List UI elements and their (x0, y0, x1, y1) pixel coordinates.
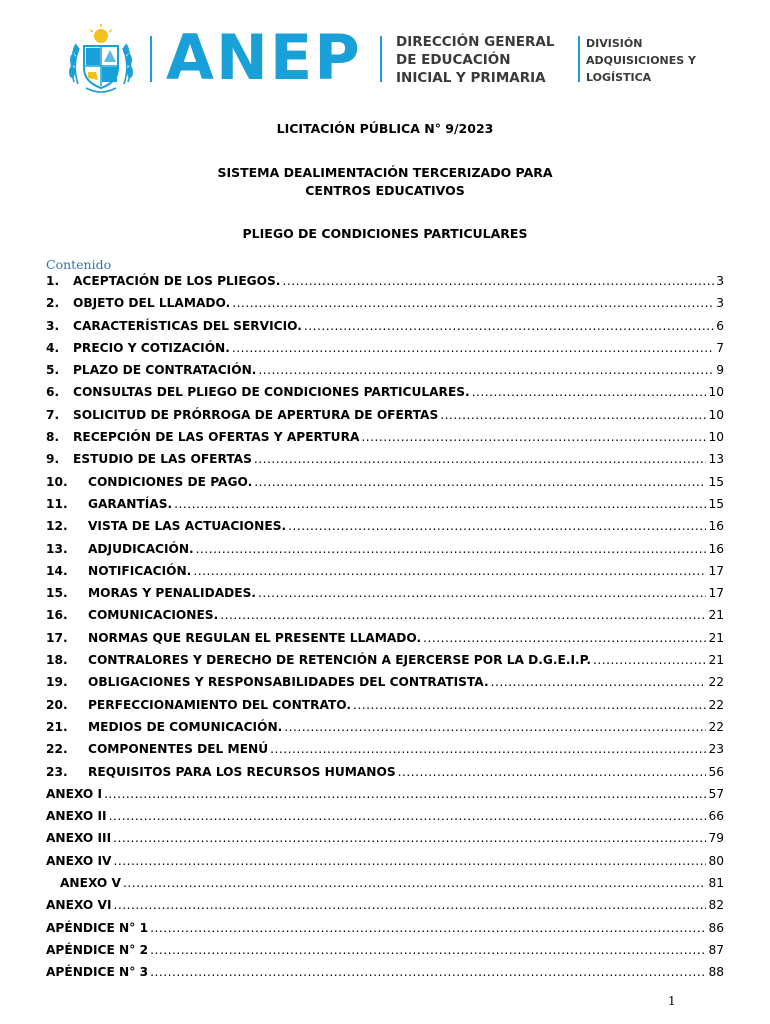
toc-entry-number: 6. (46, 385, 60, 400)
toc-dot-leader (423, 631, 706, 645)
toc-entry-label: MORAS Y PENALIDADES. (88, 586, 256, 601)
toc-dot-leader (104, 787, 706, 801)
toc-entry[interactable] (46, 452, 724, 474)
toc-entry-label: NOTIFICACIÓN. (88, 563, 192, 578)
toc-dot-leader (193, 564, 706, 578)
org-name (396, 33, 554, 87)
org-name-line: INICIAL Y PRIMARIA (396, 70, 546, 86)
toc-dot-leader (220, 608, 706, 622)
toc-dot-leader (288, 519, 706, 533)
table-of-contents (46, 274, 724, 988)
toc-dot-leader (150, 965, 706, 979)
toc-dot-leader (284, 720, 706, 734)
toc-entry[interactable] (46, 787, 724, 809)
toc-entry-label: PRECIO Y COTIZACIÓN. (73, 340, 230, 355)
toc-dot-leader (258, 363, 714, 377)
toc-entry-number: 1. (46, 274, 60, 288)
toc-entry-page: 82 (708, 898, 724, 913)
toc-entry-number: 3. (46, 318, 60, 333)
toc-entry-page: 22 (708, 675, 724, 690)
toc-entry-page: 87 (708, 942, 724, 957)
toc-entry[interactable] (46, 586, 724, 608)
uruguay-coat-of-arms-icon (66, 22, 136, 96)
org-name-line: DE EDUCACIÓN (396, 52, 511, 68)
toc-entry-number: 23. (46, 764, 68, 779)
division-name-line: ADQUISICIONES Y (586, 54, 696, 67)
sistema-title-line: CENTROS EDUCATIVOS (305, 183, 465, 198)
toc-entry-number: 18. (46, 653, 68, 668)
toc-entry[interactable] (46, 675, 724, 697)
toc-entry-number: 20. (46, 697, 68, 712)
toc-dot-leader (254, 452, 707, 466)
toc-entry-label: COMUNICACIONES. (88, 608, 219, 623)
toc-entry-label: ANEXO V (60, 876, 121, 891)
toc-entry-page: 86 (708, 920, 724, 935)
toc-dot-leader (398, 765, 707, 779)
toc-entry-number: 7. (46, 407, 60, 422)
contents-heading: Contenido (46, 257, 112, 272)
toc-entry-page: 81 (708, 876, 724, 891)
toc-entry-number: 8. (46, 430, 60, 445)
toc-entry[interactable] (46, 631, 724, 653)
toc-entry-page: 3 (716, 274, 724, 288)
toc-entry[interactable] (46, 385, 724, 407)
toc-entry-number: 4. (46, 340, 60, 355)
toc-entry-page: 57 (708, 786, 724, 801)
toc-entry[interactable] (46, 921, 724, 943)
toc-entry-number: 9. (46, 452, 60, 467)
toc-entry-number: 10. (46, 474, 68, 489)
toc-entry[interactable] (46, 742, 724, 764)
toc-entry[interactable] (46, 698, 724, 720)
toc-entry-number: 12. (46, 519, 68, 534)
toc-entry-number: 16. (46, 608, 68, 623)
toc-entry-page: 13 (708, 452, 724, 467)
toc-entry[interactable] (46, 519, 724, 541)
toc-entry[interactable] (46, 408, 724, 430)
toc-entry-label: ANEXO VI (46, 898, 112, 913)
toc-dot-leader (150, 943, 706, 957)
header-divider (380, 36, 382, 82)
toc-entry-page: 17 (708, 586, 724, 601)
toc-entry-page: 79 (708, 831, 724, 846)
toc-entry-label: OBLIGACIONES Y RESPONSABILIDADES DEL CONTRATISTA. (88, 675, 489, 690)
toc-entry-label: CONSULTAS DEL PLIEGO DE CONDICIONES PARTICULARES. (73, 385, 470, 400)
toc-entry[interactable] (46, 608, 724, 630)
toc-dot-leader (123, 876, 707, 890)
toc-entry-page: 80 (708, 853, 724, 868)
toc-entry-label: ANEXO I (46, 786, 103, 801)
toc-entry-page: 6 (716, 318, 724, 333)
toc-entry-label: APÉNDICE N° 3 (46, 965, 149, 980)
toc-entry-label: NORMAS QUE REGULAN EL PRESENTE LLAMADO. (88, 630, 422, 645)
toc-entry[interactable] (46, 653, 724, 675)
toc-dot-leader (353, 698, 706, 712)
toc-entry-label: CONDICIONES DE PAGO. (88, 474, 253, 489)
toc-entry-label: COMPONENTES DEL MENÚ (88, 742, 269, 757)
org-name-line: DIRECCIÓN GENERAL (396, 34, 555, 50)
toc-entry-page: 56 (708, 764, 724, 779)
toc-entry-page: 16 (708, 541, 724, 556)
toc-dot-leader (304, 319, 714, 333)
toc-entry[interactable] (46, 296, 724, 318)
toc-entry-page: 15 (708, 474, 724, 489)
toc-entry-label: ANEXO IV (46, 853, 112, 868)
toc-dot-leader (174, 497, 706, 511)
toc-entry-label: MEDIOS DE COMUNICACIÓN. (88, 719, 283, 734)
toc-entry-label: ACEPTACIÓN DE LOS PLIEGOS. (73, 274, 281, 288)
toc-entry-number: 21. (46, 719, 68, 734)
licitacion-title: LICITACIÓN PÚBLICA N° 9/2023 (276, 121, 494, 136)
toc-dot-leader (114, 898, 707, 912)
toc-dot-leader (150, 921, 706, 935)
toc-entry-page: 22 (708, 697, 724, 712)
toc-entry-page: 23 (708, 742, 724, 757)
toc-entry-page: 66 (708, 809, 724, 824)
toc-dot-leader (440, 408, 706, 422)
toc-entry-label: REQUISITOS PARA LOS RECURSOS HUMANOS (88, 764, 396, 779)
toc-entry[interactable] (46, 943, 724, 965)
toc-dot-leader (361, 430, 706, 444)
toc-entry-label: PERFECCIONAMIENTO DEL CONTRATO. (88, 697, 351, 712)
toc-dot-leader (491, 675, 707, 689)
pliego-title: PLIEGO DE CONDICIONES PARTICULARES (242, 226, 528, 241)
toc-entry-page: 21 (708, 653, 724, 668)
toc-dot-leader (109, 809, 707, 823)
toc-entry-page: 9 (716, 363, 724, 378)
toc-dot-leader (282, 274, 714, 288)
toc-entry-label: VISTA DE LAS ACTUACIONES. (88, 519, 287, 534)
toc-entry-label: APÉNDICE N° 1 (46, 920, 149, 935)
toc-entry-page: 16 (708, 519, 724, 534)
toc-entry-page: 15 (708, 496, 724, 511)
toc-dot-leader (232, 296, 714, 310)
toc-dot-leader (270, 742, 706, 756)
toc-dot-leader (196, 542, 707, 556)
toc-entry-number: 11. (46, 496, 68, 511)
toc-entry[interactable] (46, 809, 724, 831)
toc-entry-number: 5. (46, 363, 60, 378)
anep-logo: ANEP (166, 21, 362, 94)
toc-entry-label: ADJUDICACIÓN. (88, 541, 194, 556)
toc-entry-number: 22. (46, 742, 68, 757)
toc-entry-label: CONTRALORES Y DERECHO DE RETENCIÓN A EJERCERSE POR LA D.G.E.I.P. (88, 653, 591, 668)
toc-entry-label: CARACTERÍSTICAS DEL SERVICIO. (73, 318, 302, 333)
sistema-title-line: SISTEMA DEALIMENTACIÓN TERCERIZADO PARA (217, 165, 553, 180)
toc-entry[interactable] (46, 319, 724, 341)
toc-dot-leader (258, 586, 707, 600)
toc-entry[interactable] (46, 876, 724, 898)
toc-entry-number: 2. (46, 296, 60, 311)
toc-entry[interactable] (46, 430, 724, 452)
toc-entry-page: 10 (708, 385, 724, 400)
toc-entry[interactable] (46, 274, 724, 296)
toc-entry-label: ANEXO III (46, 831, 112, 846)
page-number: 1 (668, 994, 676, 1008)
toc-entry[interactable] (46, 765, 724, 787)
toc-entry-label: PLAZO DE CONTRATACIÓN. (73, 363, 257, 378)
toc-entry-number: 14. (46, 563, 68, 578)
toc-entry-label: APÉNDICE N° 2 (46, 942, 149, 957)
toc-entry[interactable] (46, 542, 724, 564)
toc-dot-leader (472, 385, 707, 399)
document-header (0, 0, 770, 110)
toc-entry[interactable] (46, 831, 724, 853)
toc-entry[interactable] (46, 720, 724, 742)
toc-dot-leader (254, 475, 706, 489)
toc-entry[interactable] (46, 341, 724, 363)
toc-dot-leader (593, 653, 707, 667)
toc-entry[interactable] (46, 475, 724, 497)
toc-entry-label: OBJETO DEL LLAMADO. (73, 296, 231, 311)
division-name (586, 35, 696, 86)
sistema-title (0, 164, 770, 200)
toc-entry-number: 15. (46, 586, 68, 601)
division-name-line: DIVISIÓN (586, 37, 643, 50)
toc-entry-number: 17. (46, 630, 68, 645)
toc-entry-label: RECEPCIÓN DE LAS OFERTAS Y APERTURA (73, 430, 360, 445)
header-divider (578, 36, 580, 82)
toc-entry-number: 13. (46, 541, 68, 556)
toc-entry-page: 21 (708, 608, 724, 623)
toc-entry[interactable] (46, 497, 724, 519)
toc-entry-page: 10 (708, 407, 724, 422)
toc-entry-page: 88 (708, 965, 724, 980)
toc-entry-label: ANEXO II (46, 809, 107, 824)
toc-entry[interactable] (46, 898, 724, 920)
toc-entry-page: 17 (708, 563, 724, 578)
header-divider (150, 36, 152, 82)
toc-dot-leader (113, 831, 706, 845)
toc-entry-number: 19. (46, 675, 68, 690)
toc-entry-label: GARANTÍAS. (88, 496, 173, 511)
toc-entry[interactable] (46, 854, 724, 876)
toc-entry[interactable] (46, 965, 724, 987)
toc-dot-leader (114, 854, 707, 868)
toc-entry[interactable] (46, 564, 724, 586)
toc-entry-page: 3 (716, 296, 724, 311)
toc-entry-label: SOLICITUD DE PRÓRROGA DE APERTURA DE OFERTAS (73, 407, 439, 422)
toc-entry-page: 7 (716, 340, 724, 355)
toc-entry[interactable] (46, 363, 724, 385)
toc-entry-page: 21 (708, 630, 724, 645)
toc-entry-label: ESTUDIO DE LAS OFERTAS (73, 452, 252, 467)
division-name-line: LOGÍSTICA (586, 71, 652, 84)
toc-dot-leader (232, 341, 714, 355)
toc-entry-page: 22 (708, 719, 724, 734)
toc-entry-page: 10 (708, 430, 724, 445)
